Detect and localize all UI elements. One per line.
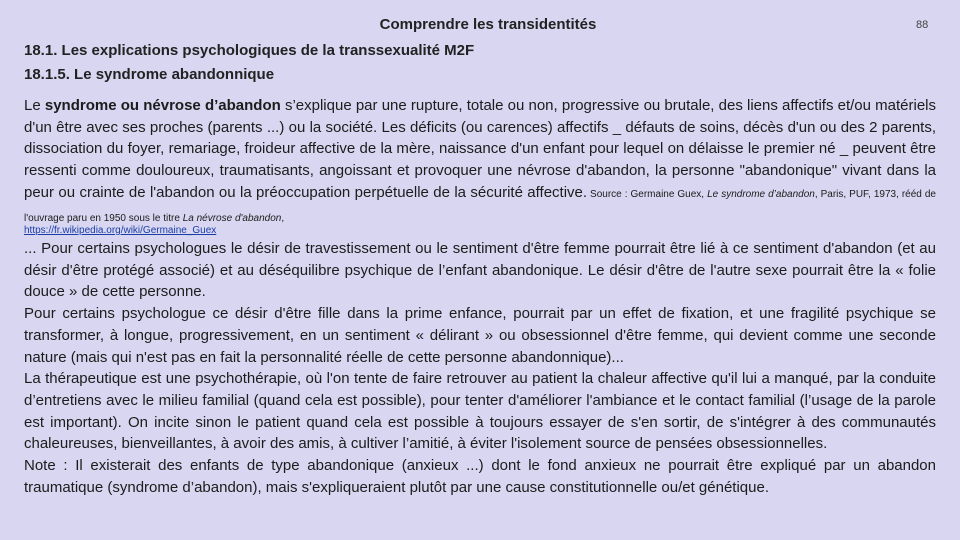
paragraph-travestissement: ... Pour certains psychologues le désir de travestissement ou le sentiment d'être femme pourrait être lié à ce sentiment d'abandon (et au désir d'être protégé associé) et au déséquilibre psychique de l’enfant abandonique. Le désir d'être de l'autre sexe pourrait être la « folie douce » de cette personne.	[24, 240, 936, 301]
page-title: Comprendre les transidentités	[379, 16, 597, 33]
page-number: 88	[916, 19, 929, 31]
body-text	[24, 238, 936, 498]
paragraph-fixation: Pour certains psychologue ce désir d'être fille dans la prime enfance, pourrait par un effet de fixation, et une fragilité psychique se transformer, à longue, progressivement, en un sentiment « délirant » ou obsessionnel d'être femme, qui devient comme une seconde nature (mais qui n'est pas en fait la personnalité réelle de cette personne abandonnique)...	[24, 305, 936, 366]
source-prefix: Source : Germaine Guex,	[587, 188, 708, 200]
source-end: ,	[281, 212, 285, 224]
paragraph-definition	[24, 95, 936, 229]
source-original-title: La névrose d'abandon	[182, 212, 282, 224]
section-title: 18.1. Les explications psychologiques de la transsexualité M2F	[24, 42, 475, 59]
paragraph-text: s’explique par une rupture, totale ou non, progressive ou brutale, des liens affectifs et/ou matériels d'un être avec ses proches (parents ...) ou la société. Les déficits (ou carences) affectifs _ défauts de soins, décès d'un ou des 2 parents, dissociation du foyer, remariage, froideur affective de la mère, naissance d'un enfant pour lequel on délaisse le premier né _ peuvent être ressenti comme douloureux, traumatisants, angoissant et provoquer une névrose d'abandon, la personne "abandonique" vivant dans la peur ou crainte de l'abandon ou la préoccupation perpétuelle de la sécurité affective.	[24, 97, 936, 201]
source-details: , Paris, PUF, 1973, rééd de l'ouvrage paru en 1950 sous le titre	[24, 188, 936, 224]
paragraph-lead: Le	[24, 97, 45, 114]
paragraph-therapeutique: La thérapeutique est une psychothérapie, où l'on tente de faire retrouver au patient la chaleur affective qu'il lui a manqué, par la conduite d’entretiens avec le milieu familial (quand cela est possible), pour tenter d'améliorer l'ambiance et le contact familial (l’usage de la parole est important). On incite sinon le patient quand cela est possible à toujours essayer de s'en sortir, de s'intégrer à des communautés chaleureuses, bienveillantes, à avoir des amis, à cultiver l’amitié, à éviter l'isolement source de pensées obsessionnelles.	[24, 370, 936, 453]
subsection-title: 18.1.5. Le syndrome abandonnique	[24, 66, 275, 83]
source-book-title: Le syndrome d’abandon	[707, 188, 815, 200]
key-term: syndrome ou névrose d’abandon	[44, 97, 281, 114]
source-link[interactable]: https://fr.wikipedia.org/wiki/Germaine_Guex	[24, 225, 217, 236]
paragraph-note: Note : Il existerait des enfants de type abandonique (anxieux ...) dont le fond anxieux ne pourrait être expliqué par un abandon traumatique (syndrome d’abandon), mais s'expliqueraient plutôt par une cause constitutionnelle ou/et génétique.	[24, 457, 936, 496]
